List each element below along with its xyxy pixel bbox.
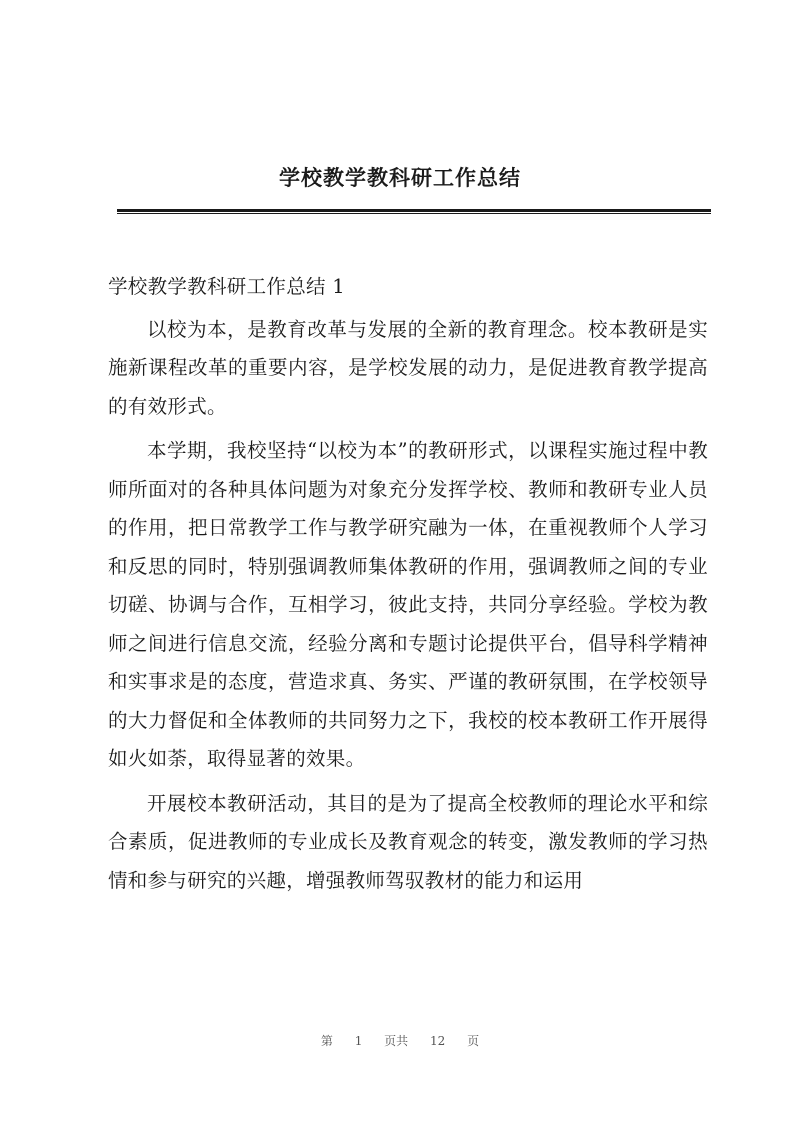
footer-current-page: 1: [354, 1034, 363, 1048]
title-divider: [117, 209, 711, 214]
footer-prefix: 第: [320, 1034, 333, 1048]
footer-middle: 页共: [384, 1034, 409, 1048]
footer-suffix: 页: [467, 1034, 480, 1048]
page-footer: [0, 1032, 800, 1049]
footer-total-pages: 12: [430, 1034, 446, 1048]
section-heading: 学校教学教科研工作总结 1: [108, 275, 346, 298]
paragraph-3: 开展校本教研活动，其目的是为了提高全校教师的理论水平和综合素质，促进教师的专业成长及教育观念的转变，激发教师的学习热情和参与研究的兴趣，增强教师驾驭教材的能力和运用: [108, 791, 708, 892]
paragraph-2: 本学期，我校坚持“以校为本”的教研形式，以课程实施过程中教师所面对的各种具体问题为对象充分发挥学校、教师和教研专业人员的作用，把日常教学工作与教学研究融为一体，在重视教师个人学习和反思的同时，特别强调教师集体教研的作用，强调教师之间的专业切磋、协调与合作，互相学习，彼此支持，共同分享经验。学校为教师之间进行信息交流，经验分离和专题讨论提供平台，倡导科学精神和实事求是的态度，营造求真、务实、严谨的教研氛围，在学校领导的大力督促和全体教师的共同努力之下，我校的校本教研工作开展得如火如荼，取得显著的效果。: [108, 439, 708, 770]
document-title: 学校教学教科研工作总结: [279, 165, 521, 190]
paragraph-1: 以校为本，是教育改革与发展的全新的教育理念。校本教研是实施新课程改革的重要内容，是学校发展的动力，是促进教育教学提高的有效形式。: [108, 317, 708, 418]
document-body: [108, 268, 708, 906]
